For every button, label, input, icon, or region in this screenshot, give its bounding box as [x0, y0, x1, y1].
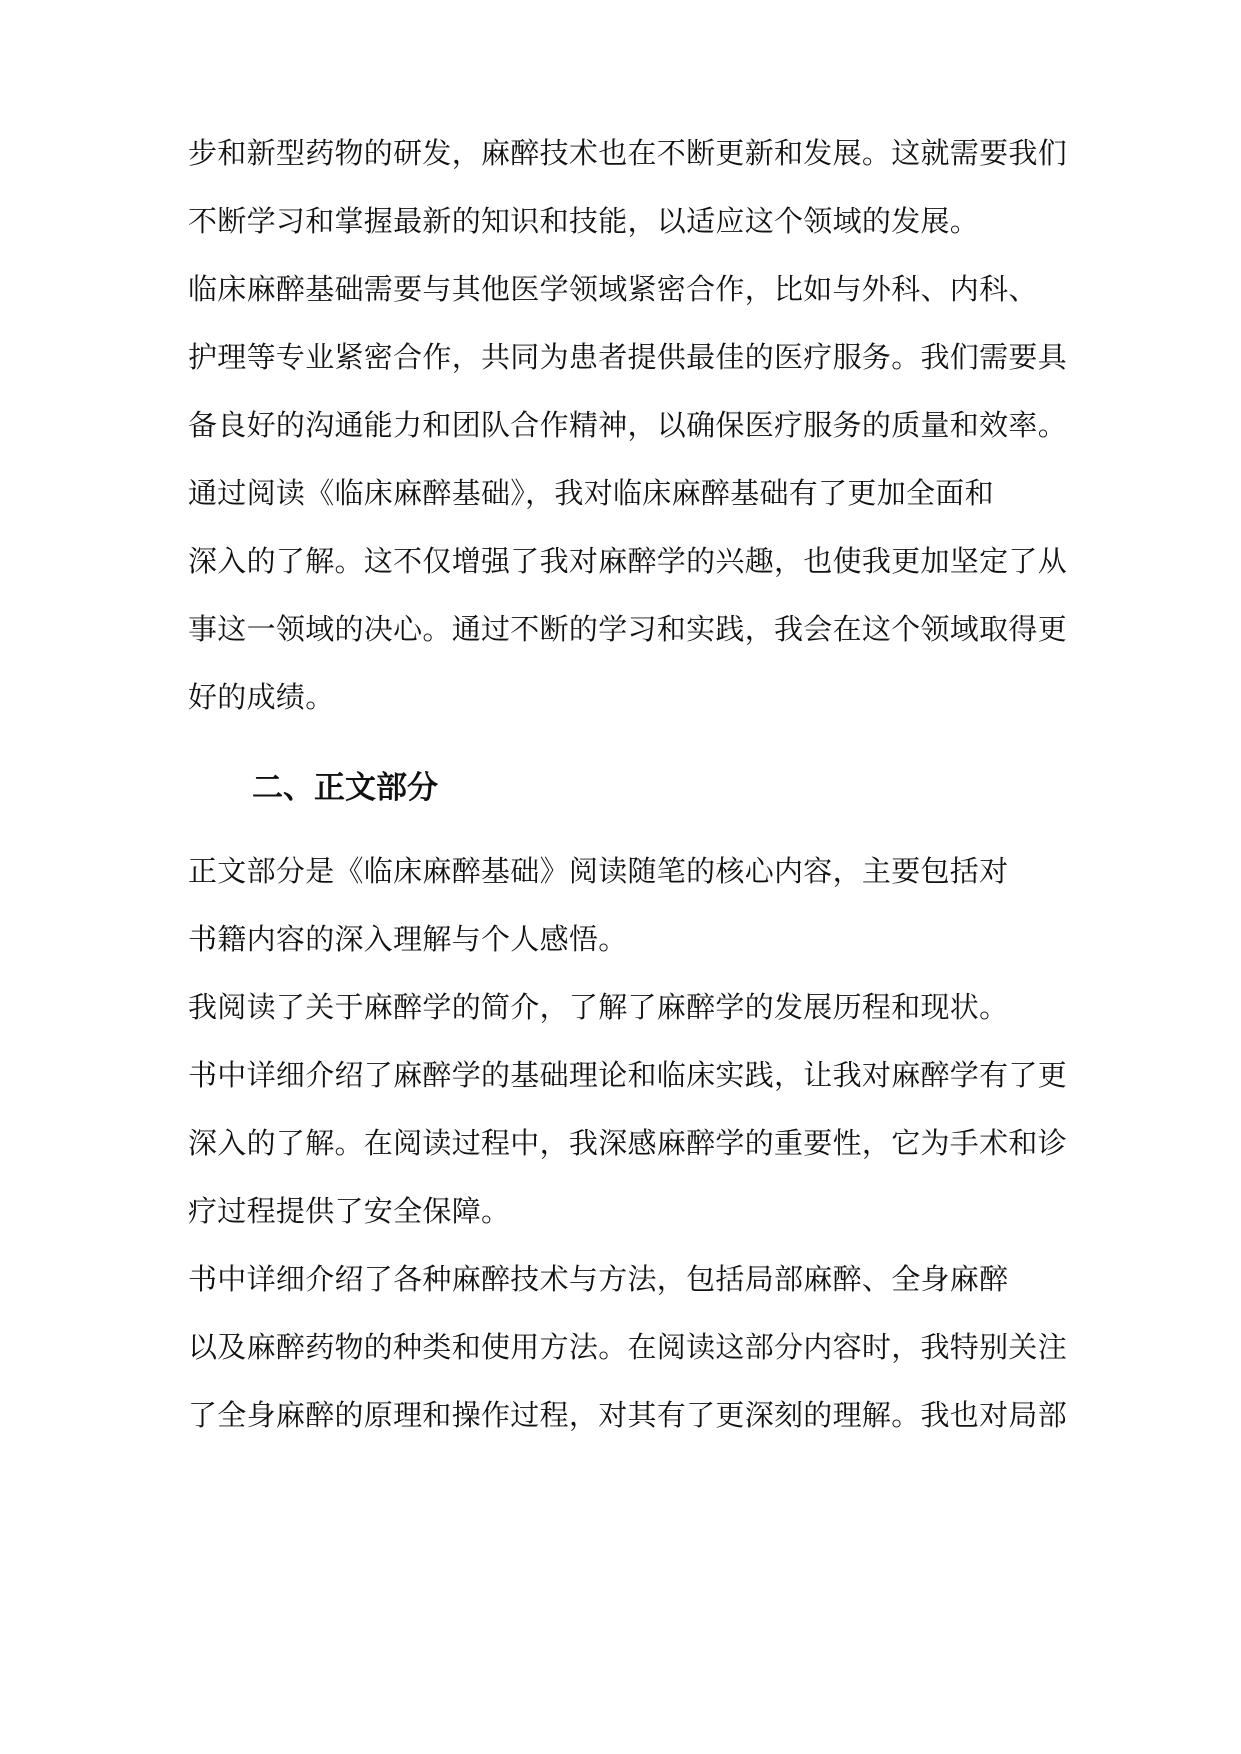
body-text-line: 通过阅读《临床麻醉基础》，我对临床麻醉基础有了更加全面和 [188, 476, 994, 510]
body-text-line: 正文部分是《临床麻醉基础》阅读随笔的核心内容，主要包括对 [188, 854, 1009, 888]
body-text-line: 书籍内容的深入理解与个人感悟。 [188, 922, 628, 956]
body-text-line: 备良好的沟通能力和团队合作精神，以确保医疗服务的质量和效率。 [188, 408, 1068, 442]
body-text-line: 以及麻醉药物的种类和使用方法。在阅读这部分内容时，我特别关注 [188, 1330, 1068, 1364]
body-text-line: 步和新型药物的研发，麻醉技术也在不断更新和发展。这就需要我们 [188, 136, 1068, 170]
body-text-line: 好的成绩。 [188, 680, 335, 714]
body-text-line: 事这一领域的决心。通过不断的学习和实践，我会在这个领域取得更 [188, 612, 1068, 646]
body-text-line: 了全身麻醉的原理和操作过程，对其有了更深刻的理解。我也对局部 [188, 1398, 1068, 1432]
body-text-line: 不断学习和掌握最新的知识和技能，以适应这个领域的发展。 [188, 204, 980, 238]
body-text-line: 疗过程提供了安全保障。 [188, 1194, 511, 1228]
body-text-line: 深入的了解。这不仅增强了我对麻醉学的兴趣，也使我更加坚定了从 [188, 544, 1068, 578]
body-text-line: 书中详细介绍了麻醉学的基础理论和临床实践，让我对麻醉学有了更 [188, 1058, 1068, 1092]
body-text-line: 书中详细介绍了各种麻醉技术与方法，包括局部麻醉、全身麻醉 [188, 1262, 1009, 1296]
body-text-line: 深入的了解。在阅读过程中，我深感麻醉学的重要性，它为手术和诊 [188, 1126, 1068, 1160]
body-text-line: 临床麻醉基础需要与其他医学领域紧密合作，比如与外科、内科、 [188, 272, 1038, 306]
body-text-line: 我阅读了关于麻醉学的简介，了解了麻醉学的发展历程和现状。 [188, 990, 1009, 1024]
section-heading: 二、正文部分 [252, 770, 438, 806]
body-text-line: 护理等专业紧密合作，共同为患者提供最佳的医疗服务。我们需要具 [188, 340, 1068, 374]
